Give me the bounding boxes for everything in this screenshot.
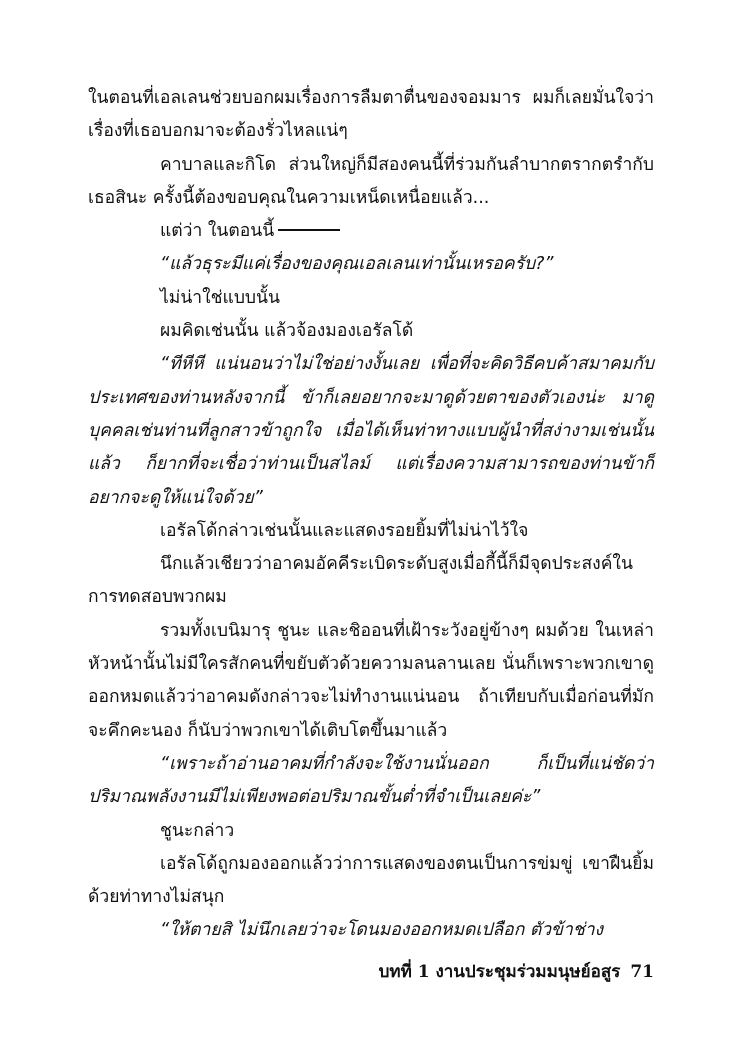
paragraph: เอรัลโด้กล่าวเช่นนั้นและแสดงรอยยิ้มที่ไม่น่าไว้ใจ [160, 520, 529, 541]
page-number: 71 [630, 962, 654, 982]
dialogue-paragraph: “เพราะถ้าอ่านอาคมที่กำลังจะใช้งานนั่นออก ก็เป็นที่แน่ชัดว่าปริมาณพลังงานมีไม่เพียงพอต่อปริมาณขั้นต่ำที่จำเป็นเลยค่ะ” [88, 753, 654, 808]
paragraph: ในตอนที่เอลเลนช่วยบอกผมเรื่องการลืมตาตื่นของจอมมาร ผมก็เลยมั่นใจว่าเรื่องที่เธอบอกมาจะต้องรั่วไหลแน่ๆ [88, 88, 654, 142]
paragraph: รวมทั้งเบนิมารุ ชูนะ และชิออนที่เฝ้าระวังอยู่ข้างๆ ผมด้วย ในเหล่าหัวหน้านั้นไม่มีใครสักคนที่ขยับตัวด้วยความลนลานเลย นั่นก็เพราะพวกเขาดูออกหมดแล้วว่าอาคมดังกล่าวจะไม่ทำงานแน่นอน ถ้าเทียบกับเมื่อก่อนที่มักจะคึกคะนอง ก็นับว่าพวกเขาได้เติบโตขึ้นมาแล้ว [88, 620, 654, 741]
chapter-title: บทที่ 1 งานประชุมร่วมมนุษย์อสูร [378, 962, 621, 982]
paragraph: ชูนะกล่าว [160, 820, 235, 841]
em-dash-rule [278, 229, 340, 231]
paragraph-text: แต่ว่า ในตอนนี้ [160, 221, 275, 242]
dialogue-paragraph: “ให้ตายสิ ไม่นึกเลยว่าจะโดนมองออกหมดเปลือก ตัวข้าช่าง [160, 920, 604, 941]
page-footer [379, 958, 654, 985]
paragraph: นึกแล้วเชียวว่าอาคมอัคคีระเบิดระดับสูงเมื่อกี้นี้ก็มีจุดประสงค์ในการทดสอบพวกผม [88, 554, 633, 608]
paragraph: เอรัลโด้ถูกมองออกแล้วว่าการแสดงของตนเป็นการข่มขู่ เขาฝืนยิ้มด้วยท่าทางไม่สนุก [88, 853, 654, 908]
body-text [88, 82, 654, 948]
paragraph: ไม่น่าใช่แบบนั้น [160, 287, 280, 308]
dialogue-paragraph: “ทีหีหี แน่นอนว่าไม่ใช่อย่างงั้นเลย เพื่อที่จะคิดวิธีคบค้าสมาคมกับประเทศของท่านหลังจากนี้ ข้าก็เลยอยากจะมาดูด้วยตาของตัวเองน่ะ มาดูบุคคลเช่นท่านที่ลูกสาวข้าถูกใจ เมื่อได้เห็นท่าทางแบบผู้นำที่สง่างามเช่นนั้นแล้ว ก็ยากที่จะเชื่อว่าท่านเป็นสไลม์ แต่เรื่องความสามารถของท่านข้าก็อยากจะดูให้แน่ใจด้วย” [88, 354, 654, 508]
paragraph: คาบาลและกิโด ส่วนใหญ่ก็มีสองคนนี้ที่ร่วมกันลำบากตรากตรำกับเธอสินะ ครั้งนี้ต้องขอบคุณในความเหน็ดเหนื่อยแล้ว... [88, 154, 654, 208]
paragraph-with-rule [88, 215, 654, 248]
dialogue-paragraph: “แล้วธุระมีแค่เรื่องของคุณเอลเลนเท่านั้นเหรอครับ?” [160, 254, 554, 275]
paragraph: ผมคิดเช่นนั้น แล้วจ้องมองเอรัลโด้ [160, 321, 414, 342]
